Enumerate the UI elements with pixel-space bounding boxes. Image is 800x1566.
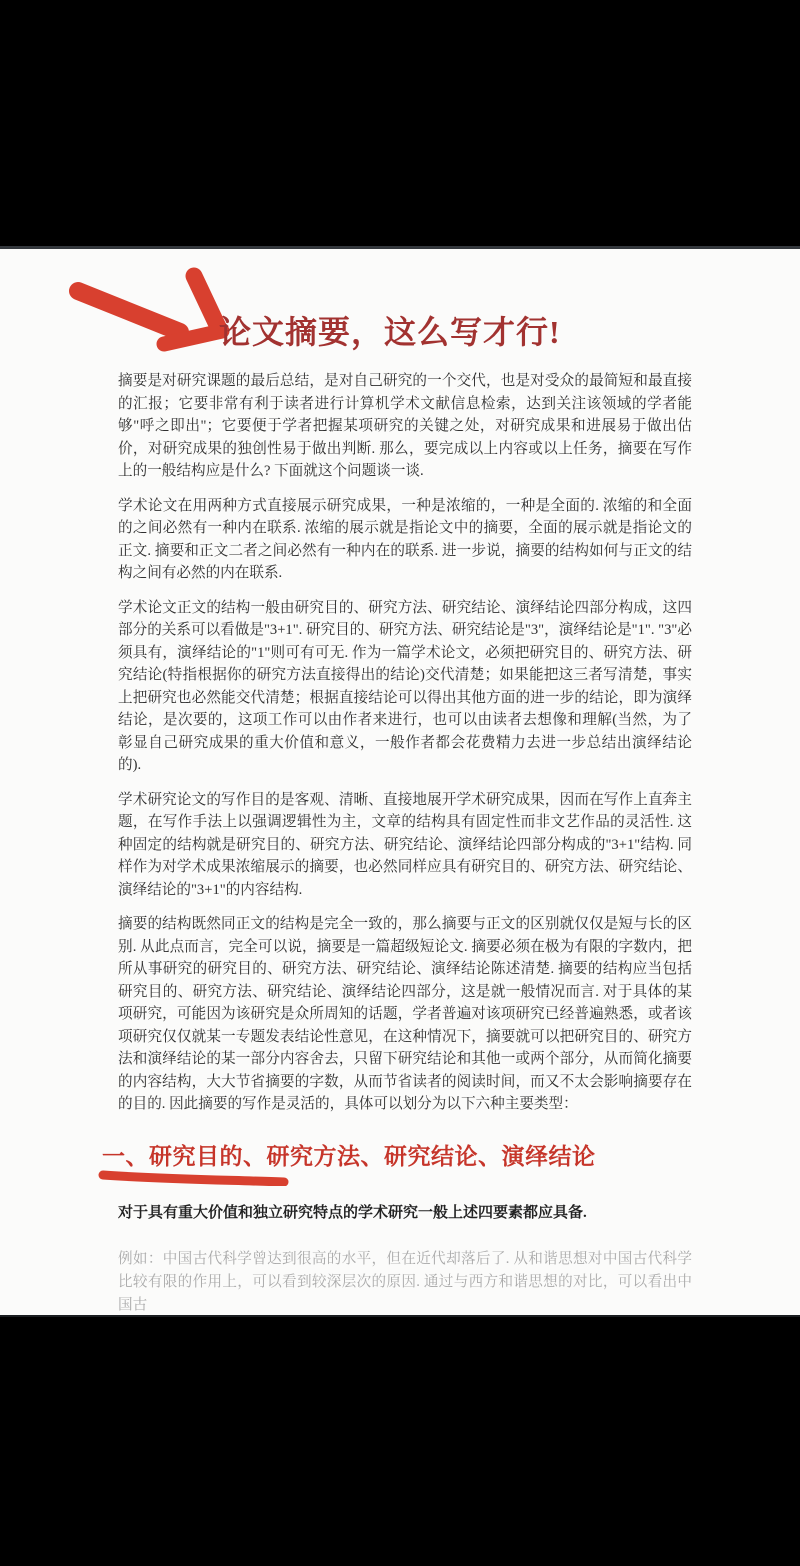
document-page — [0, 249, 800, 1315]
body-paragraph-3: 学术论文正文的结构一般由研究目的、研究方法、研究结论、演绎结论四部分构成，这四部分的关系可以看做是"3+1". 研究目的、研究方法、研究结论是"3"，演绎结论是"1". "3"必须具有，演绎结论的"1"则可有可无. 作为一篇学术论文，必须把研究目的、研究方法、研究结论(特指根据你的研究方法直接得出的结论)交代清楚；如果能把这三者写清楚，事实上把研究也必然能交代清楚；根据直接结论可以得出其他方面的进一步的结论，即为演绎结论，是次要的，这项工作可以由作者来进行，也可以由读者去想像和理解(当然，为了彰显自己研究成果的重大价值和意义，一般作者都会花费精力去进一步总结出演绎结论的). — [118, 599, 692, 773]
body-paragraph-2: 学术论文在用两种方式直接展示研究成果，一种是浓缩的，一种是全面的. 浓缩的和全面的之间必然有一种内在联系. 浓缩的展示就是指论文中的摘要，全面的展示就是指论文的正文. 摘要和正文二者之间必然有一种内在的联系. 进一步说，摘要的结构如何与正文的结构之间有必然的内在联系. — [118, 497, 692, 581]
letterbox-bottom — [0, 1315, 800, 1566]
body-paragraph-1: 摘要是对研究课题的最后总结，是对自己研究的一个交代，也是对受众的最简短和最直接的汇报；它要非常有利于读者进行计算机学术文献信息检索，达到关注该领域的学者能够"呼之即出"；它要便于学者把握某项研究的关键之处，对研究成果和进展易于做出估价，对研究成果的独创性易于做出判断. 那么，要完成以上内容或以上任务，摘要在写作上的一般结构应是什么? 下面就这个问题谈一谈. — [118, 373, 692, 479]
article-body — [102, 370, 692, 1317]
letterbox-top — [0, 0, 800, 249]
red-marker-underline-icon — [98, 1170, 290, 1186]
section-lead: 对于具有重大价值和独立研究特点的学术研究一般上述四要素都应具备. — [118, 1204, 587, 1221]
section-heading-text: 一、研究目的、研究方法、研究结论、演绎结论 — [102, 1143, 596, 1169]
body-paragraph-5: 摘要的结构既然同正文的结构是完全一致的，那么摘要与正文的区别就仅仅是短与长的区别. 从此点而言，完全可以说，摘要是一篇超级短论文. 摘要必须在极为有限的字数内，把所从事研究的研究目的、研究方法、研究结论、演绎结论陈述清楚. 摘要的结构应当包括研究目的、研究方法、研究结论、演绎结论四部分，这是就一般情况而言. 对于具体的某项研究，可能因为该研究是众所周知的话题，学者普遍对该项研究已经普遍熟悉，或者该项研究仅仅就某一专题发表结论性意见，在这种情况下，摘要就可以把研究目的、研究方法和演绎结论的某一部分内容舍去，只留下研究结论和其他一或两个部分，从而简化摘要的内容结构，大大节省摘要的字数，从而节省读者的阅读时间，而又不太会影响摘要存在的目的. 因此摘要的写作是灵活的，具体可以划分为以下六种主要类型： — [118, 916, 692, 1112]
section-heading — [102, 1138, 692, 1171]
body-paragraph-4: 学术研究论文的写作目的是客观、清晰、直接地展开学术研究成果，因而在写作上直奔主题，在写作手法上以强调逻辑性为主，文章的结构具有固定性而非文艺作品的灵活性. 这种固定的结构就是研究目的、研究方法、研究结论、演绎结论四部分构成的"3+1"结构. 同样作为对学术成果浓缩展示的摘要，也必然同样应具有研究目的、研究方法、研究结论、演绎结论的"3+1"的内容结构. — [118, 791, 692, 898]
red-marker-arrow-icon — [56, 265, 241, 360]
page-title: 论文摘要，这么写才行! — [219, 314, 561, 350]
example-paragraph: 例如：中国古代科学曾达到很高的水平，但在近代却落后了. 从和谐思想对中国古代科学比较有限的作用上，可以看到较深层次的原因. 通过与西方和谐思想的对比，可以看出中国古 — [118, 1250, 692, 1313]
